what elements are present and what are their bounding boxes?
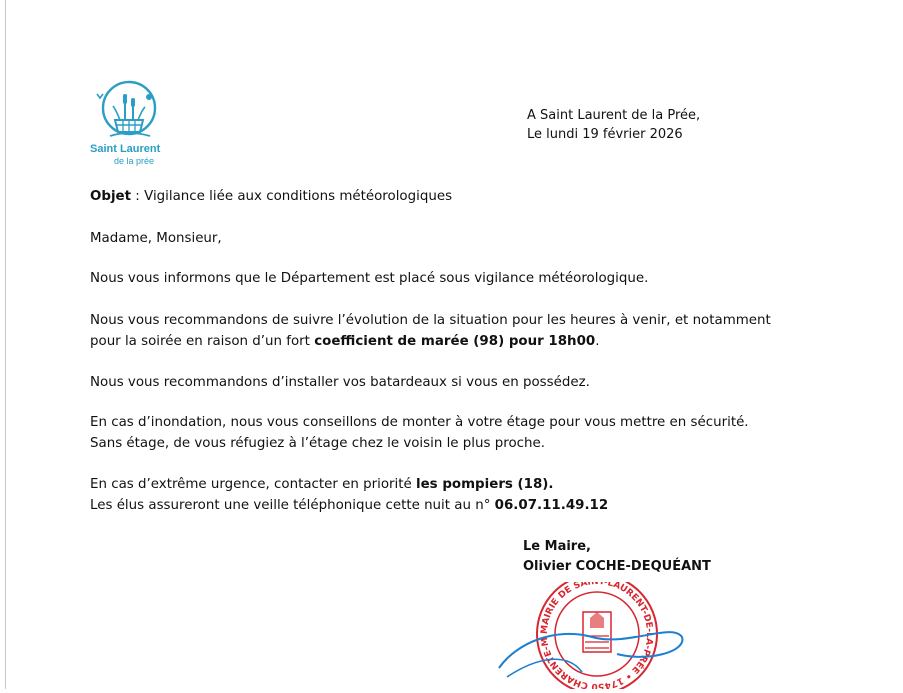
date-line: Le lundi 19 février 2026	[527, 127, 683, 142]
subject-text: Vigilance liée aux conditions météorologiques	[144, 189, 453, 204]
logo	[84, 80, 184, 172]
place-date	[527, 106, 700, 144]
logo-emblem-icon	[92, 80, 162, 142]
signature-block	[523, 537, 711, 577]
page-edge	[5, 0, 6, 689]
salutation: Madame, Monsieur,	[90, 231, 222, 246]
subject-label: Objet	[90, 189, 132, 204]
paragraph-recommendation	[90, 310, 771, 352]
paragraph-emergency	[90, 474, 608, 516]
paragraph-flood	[90, 412, 749, 454]
paragraph-flood-line1: En cas d’inondation, nous vous conseillons de monter à votre étage pour vous mettre en sécurité.	[90, 415, 749, 430]
paragraph-emergency-line2: Les élus assureront une veille téléphonique cette nuit au n° 06.07.11.49.12	[90, 498, 609, 513]
stamp-seal-icon	[497, 582, 697, 689]
paragraph-emergency-line1: En cas d’extrême urgence, contacter en priorité les pompiers (18).	[90, 477, 554, 492]
place-line: A Saint Laurent de la Prée,	[527, 108, 701, 123]
svg-text:MAIRIE DE SAINT-LAURENT-DE-LA-: MAIRIE DE SAINT-LAURENT-DE-LA-PRÉE • 17450 CHARENTE-M	[539, 582, 655, 689]
paragraph-recommendation-line2: pour la soirée en raison d’un fort coefficient de marée (98) pour 18h00.	[90, 334, 600, 349]
signatory-title: Le Maire,	[523, 539, 591, 554]
paragraph-recommendation-line1: Nous vous recommandons de suivre l’évolution de la situation pour les heures à venir, et notamment	[90, 313, 771, 328]
logo-title: Saint Laurent	[90, 143, 161, 155]
phone-number: 06.07.11.49.12	[494, 498, 609, 513]
paragraph-vigilance: Nous vous informons que le Département est placé sous vigilance météorologique.	[90, 271, 649, 286]
firefighters-number: les pompiers (18).	[416, 477, 554, 492]
signatory-name: Olivier COCHE-DEQUÉANT	[523, 559, 711, 574]
paragraph-flood-line2: Sans étage, de vous réfugiez à l’étage chez le voisin le plus proche.	[90, 436, 545, 451]
subject-separator: :	[131, 189, 145, 204]
subject-line	[90, 186, 452, 207]
paragraph-batardeaux: Nous vous recommandons d’installer vos batardeaux si vous en possédez.	[90, 375, 590, 390]
official-stamp	[497, 582, 697, 689]
tide-coefficient: coefficient de marée (98) pour 18h00	[314, 334, 596, 349]
logo-subtitle: de la prée	[114, 156, 155, 166]
